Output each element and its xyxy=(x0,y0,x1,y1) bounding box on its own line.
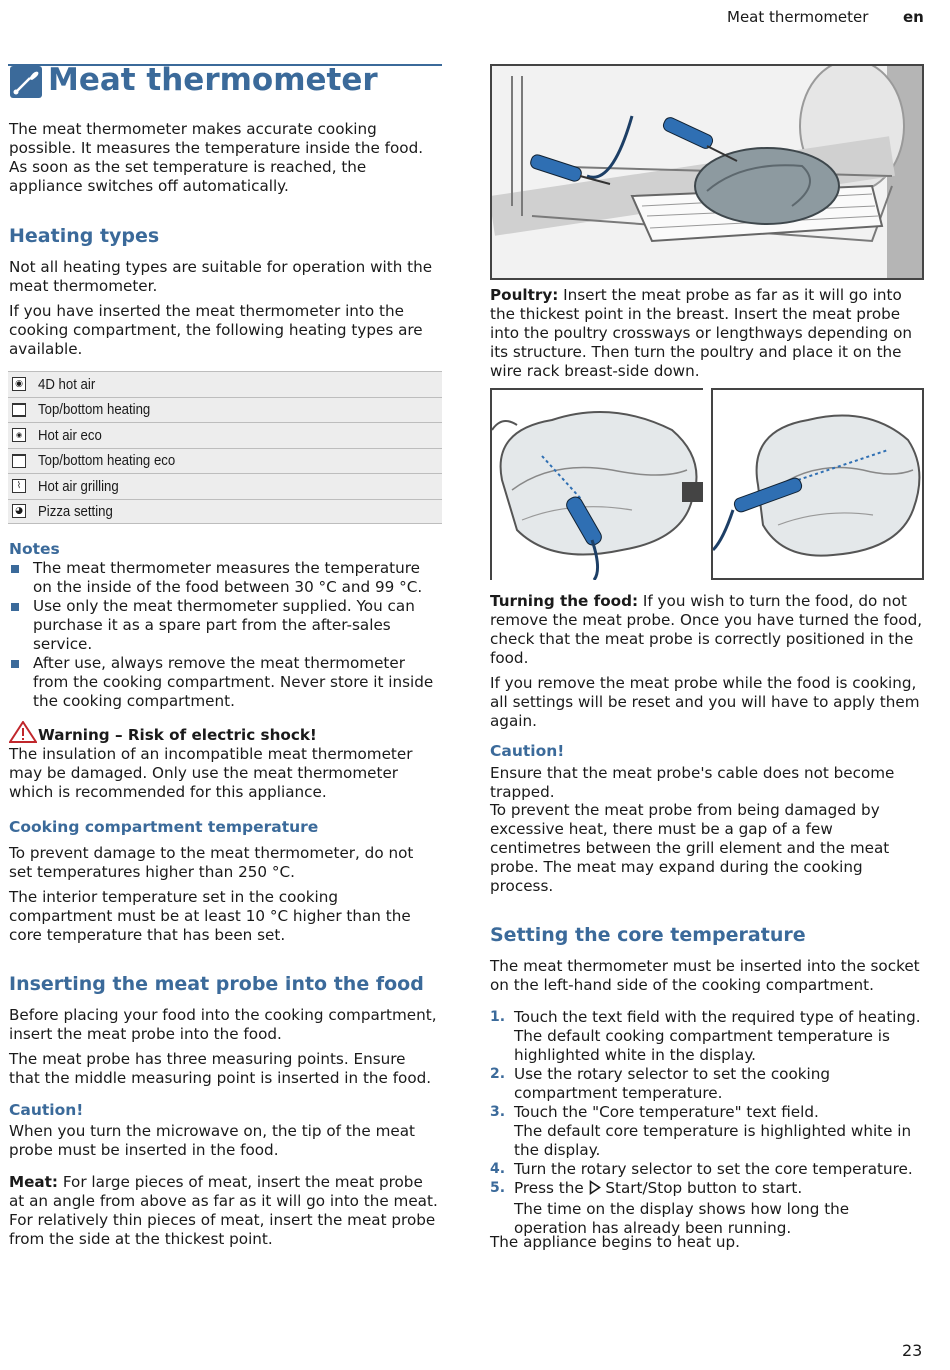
meat-instructions xyxy=(9,1173,441,1249)
inserting-p1: Before placing your food into the cooking compartment, insert the meat probe into the food. xyxy=(9,1006,437,1043)
turning-text: If you wish to turn the food, do not remove the meat probe. Once you have turned the food, check that the meat probe is correctly positioned in the food. xyxy=(490,592,923,667)
poultry-crossways-illustration xyxy=(490,388,703,580)
turning-instructions xyxy=(490,592,924,668)
inserting-p2: The meat probe has three measuring points. Ensure that the middle measuring point is inserted in the food. xyxy=(9,1050,432,1087)
turning-label: Turning the food: xyxy=(490,592,639,610)
note-item: Use only the meat thermometer supplied. You can purchase it as a spare part from the after-sales service. xyxy=(9,597,443,654)
step-result: The default core temperature is highlighted white in the display. xyxy=(514,1122,912,1159)
caution-heading: Caution! xyxy=(490,742,565,760)
step-text-after: Start/Stop button to start. xyxy=(600,1179,803,1197)
step-text-before: Press the xyxy=(514,1179,589,1197)
note-item: The meat thermometer measures the temperature on the inside of the food between 30 °C and 99 °C. xyxy=(9,559,443,597)
meat-thermometer-icon xyxy=(10,66,42,98)
heating-type-label: Top/bottom heating xyxy=(38,401,151,419)
heating-type-label: 4D hot air xyxy=(38,375,96,393)
step-text: Turn the rotary selector to set the core temperature. xyxy=(514,1160,913,1178)
language-code: en xyxy=(903,8,924,26)
caution-cable-text: Ensure that the meat probe's cable does not become trapped. xyxy=(490,764,895,801)
pizza-setting-icon: ◕ xyxy=(12,504,26,518)
heating-type-row xyxy=(8,397,442,423)
hot-air-grilling-icon: ⌇ xyxy=(12,479,26,493)
step-number: 1. xyxy=(490,1009,506,1025)
note-item: After use, always remove the meat thermometer from the cooking compartment. Never store it inside the cooking compartment. xyxy=(9,654,443,711)
oven-probe-illustration xyxy=(490,64,924,280)
page-number: 23 xyxy=(902,1341,923,1360)
core-temp-intro: The meat thermometer must be inserted into the socket on the left-hand side of the cooking compartment. xyxy=(490,957,920,994)
step-text: Touch the text field with the required type of heating. xyxy=(514,1008,921,1026)
heating-type-label: Top/bottom heating eco xyxy=(38,452,176,470)
step-result: The default cooking compartment temperature is highlighted white in the display. xyxy=(514,1027,890,1064)
poultry-label: Poultry: xyxy=(490,286,559,304)
notes-heading: Notes xyxy=(9,540,60,558)
heating-type-row xyxy=(8,448,442,474)
step-number: 4. xyxy=(490,1161,506,1177)
step-result: The time on the display shows how long the operation has already been running. xyxy=(514,1200,850,1237)
inserting-heading: Inserting the meat probe into the food xyxy=(9,973,424,995)
heating-type-row xyxy=(8,473,442,499)
compartment-temp-p2: The interior temperature set in the cooking compartment must be at least 10 °C higher than the core temperature that has been set. xyxy=(9,888,411,944)
hot-air-eco-icon: ◉ xyxy=(12,428,26,442)
step-number: 3. xyxy=(490,1104,506,1120)
heating-types-heading: Heating types xyxy=(9,225,160,247)
step-number: 5. xyxy=(490,1180,506,1196)
4d-hot-air-icon: ◉ xyxy=(12,377,26,391)
top-bottom-heating-icon xyxy=(12,403,26,417)
step-text: Touch the "Core temperature" text field. xyxy=(514,1103,819,1121)
heating-type-label: Pizza setting xyxy=(38,502,113,520)
top-bottom-heating-eco-icon xyxy=(12,454,26,468)
poultry-lengthways-illustration xyxy=(711,388,924,580)
heating-type-label: Hot air eco xyxy=(38,426,102,444)
intro-text: The meat thermometer makes accurate cooking possible. It measures the temperature inside the food. As soon as the set temperature is reached, the appliance switches off automatically. xyxy=(9,120,424,195)
step-item xyxy=(490,1179,924,1238)
heating-types-table xyxy=(8,371,442,524)
step-number: 2. xyxy=(490,1066,506,1082)
running-header-title: Meat thermometer xyxy=(727,8,869,26)
core-temp-steps xyxy=(490,1008,924,1238)
notes-list xyxy=(9,559,443,711)
compartment-temp-heading: Cooking compartment temperature xyxy=(9,818,319,836)
step-item xyxy=(490,1065,924,1103)
page-title: Meat thermometer xyxy=(48,62,378,98)
turning-p2: If you remove the meat probe while the food is cooking, all settings will be reset and you will have to apply them again. xyxy=(490,674,920,730)
heating-types-p1: Not all heating types are suitable for operation with the meat thermometer. xyxy=(9,258,433,295)
heating-type-row xyxy=(8,422,442,448)
step-text: Use the rotary selector to set the cooking compartment temperature. xyxy=(514,1065,831,1102)
step-item xyxy=(490,1008,924,1065)
warning-title: Warning – Risk of electric shock! xyxy=(38,726,317,744)
caution-heading: Caution! xyxy=(9,1101,84,1119)
caution-text: When you turn the microwave on, the tip of the meat probe must be inserted in the food. xyxy=(9,1122,415,1159)
meat-label: Meat: xyxy=(9,1173,58,1191)
caution-heat-text: To prevent the meat probe from being damaged by excessive heat, there must be a gap of a few centimetres between the grill element and the meat probe. The meat may expand during the cooking process. xyxy=(490,801,890,895)
warning-icon xyxy=(9,721,39,743)
heating-type-row xyxy=(8,371,442,397)
core-temp-heading: Setting the core temperature xyxy=(490,924,806,946)
heating-type-label: Hot air grilling xyxy=(38,477,119,495)
heating-type-row xyxy=(8,499,442,525)
step-text xyxy=(514,1179,924,1200)
step-item xyxy=(490,1103,924,1160)
warning-text: The insulation of an incompatible meat thermometer may be damaged. Only use the meat thermometer which is recommended for this appliance. xyxy=(9,745,413,801)
poultry-instructions xyxy=(490,286,924,381)
start-stop-icon xyxy=(589,1180,601,1200)
compartment-temp-p1: To prevent damage to the meat thermometer, do not set temperatures higher than 250 °C. xyxy=(9,844,414,881)
heating-types-p2: If you have inserted the meat thermometer into the cooking compartment, the following heating types are available. xyxy=(9,302,423,358)
step-item xyxy=(490,1160,924,1179)
core-temp-outro: The appliance begins to heat up. xyxy=(490,1233,740,1251)
poultry-text: Insert the meat probe as far as it will go into the thickest point in the breast. Insert the meat probe into the poultry crossways or lengthways depending on its structure. Then turn the poultry and place it on the wire rack breast-side down. xyxy=(490,286,912,380)
meat-text: For large pieces of meat, insert the meat probe at an angle from above as far as it will go into the meat. For relatively thin pieces of meat, insert the meat probe from the side at the thickest point. xyxy=(9,1173,438,1248)
